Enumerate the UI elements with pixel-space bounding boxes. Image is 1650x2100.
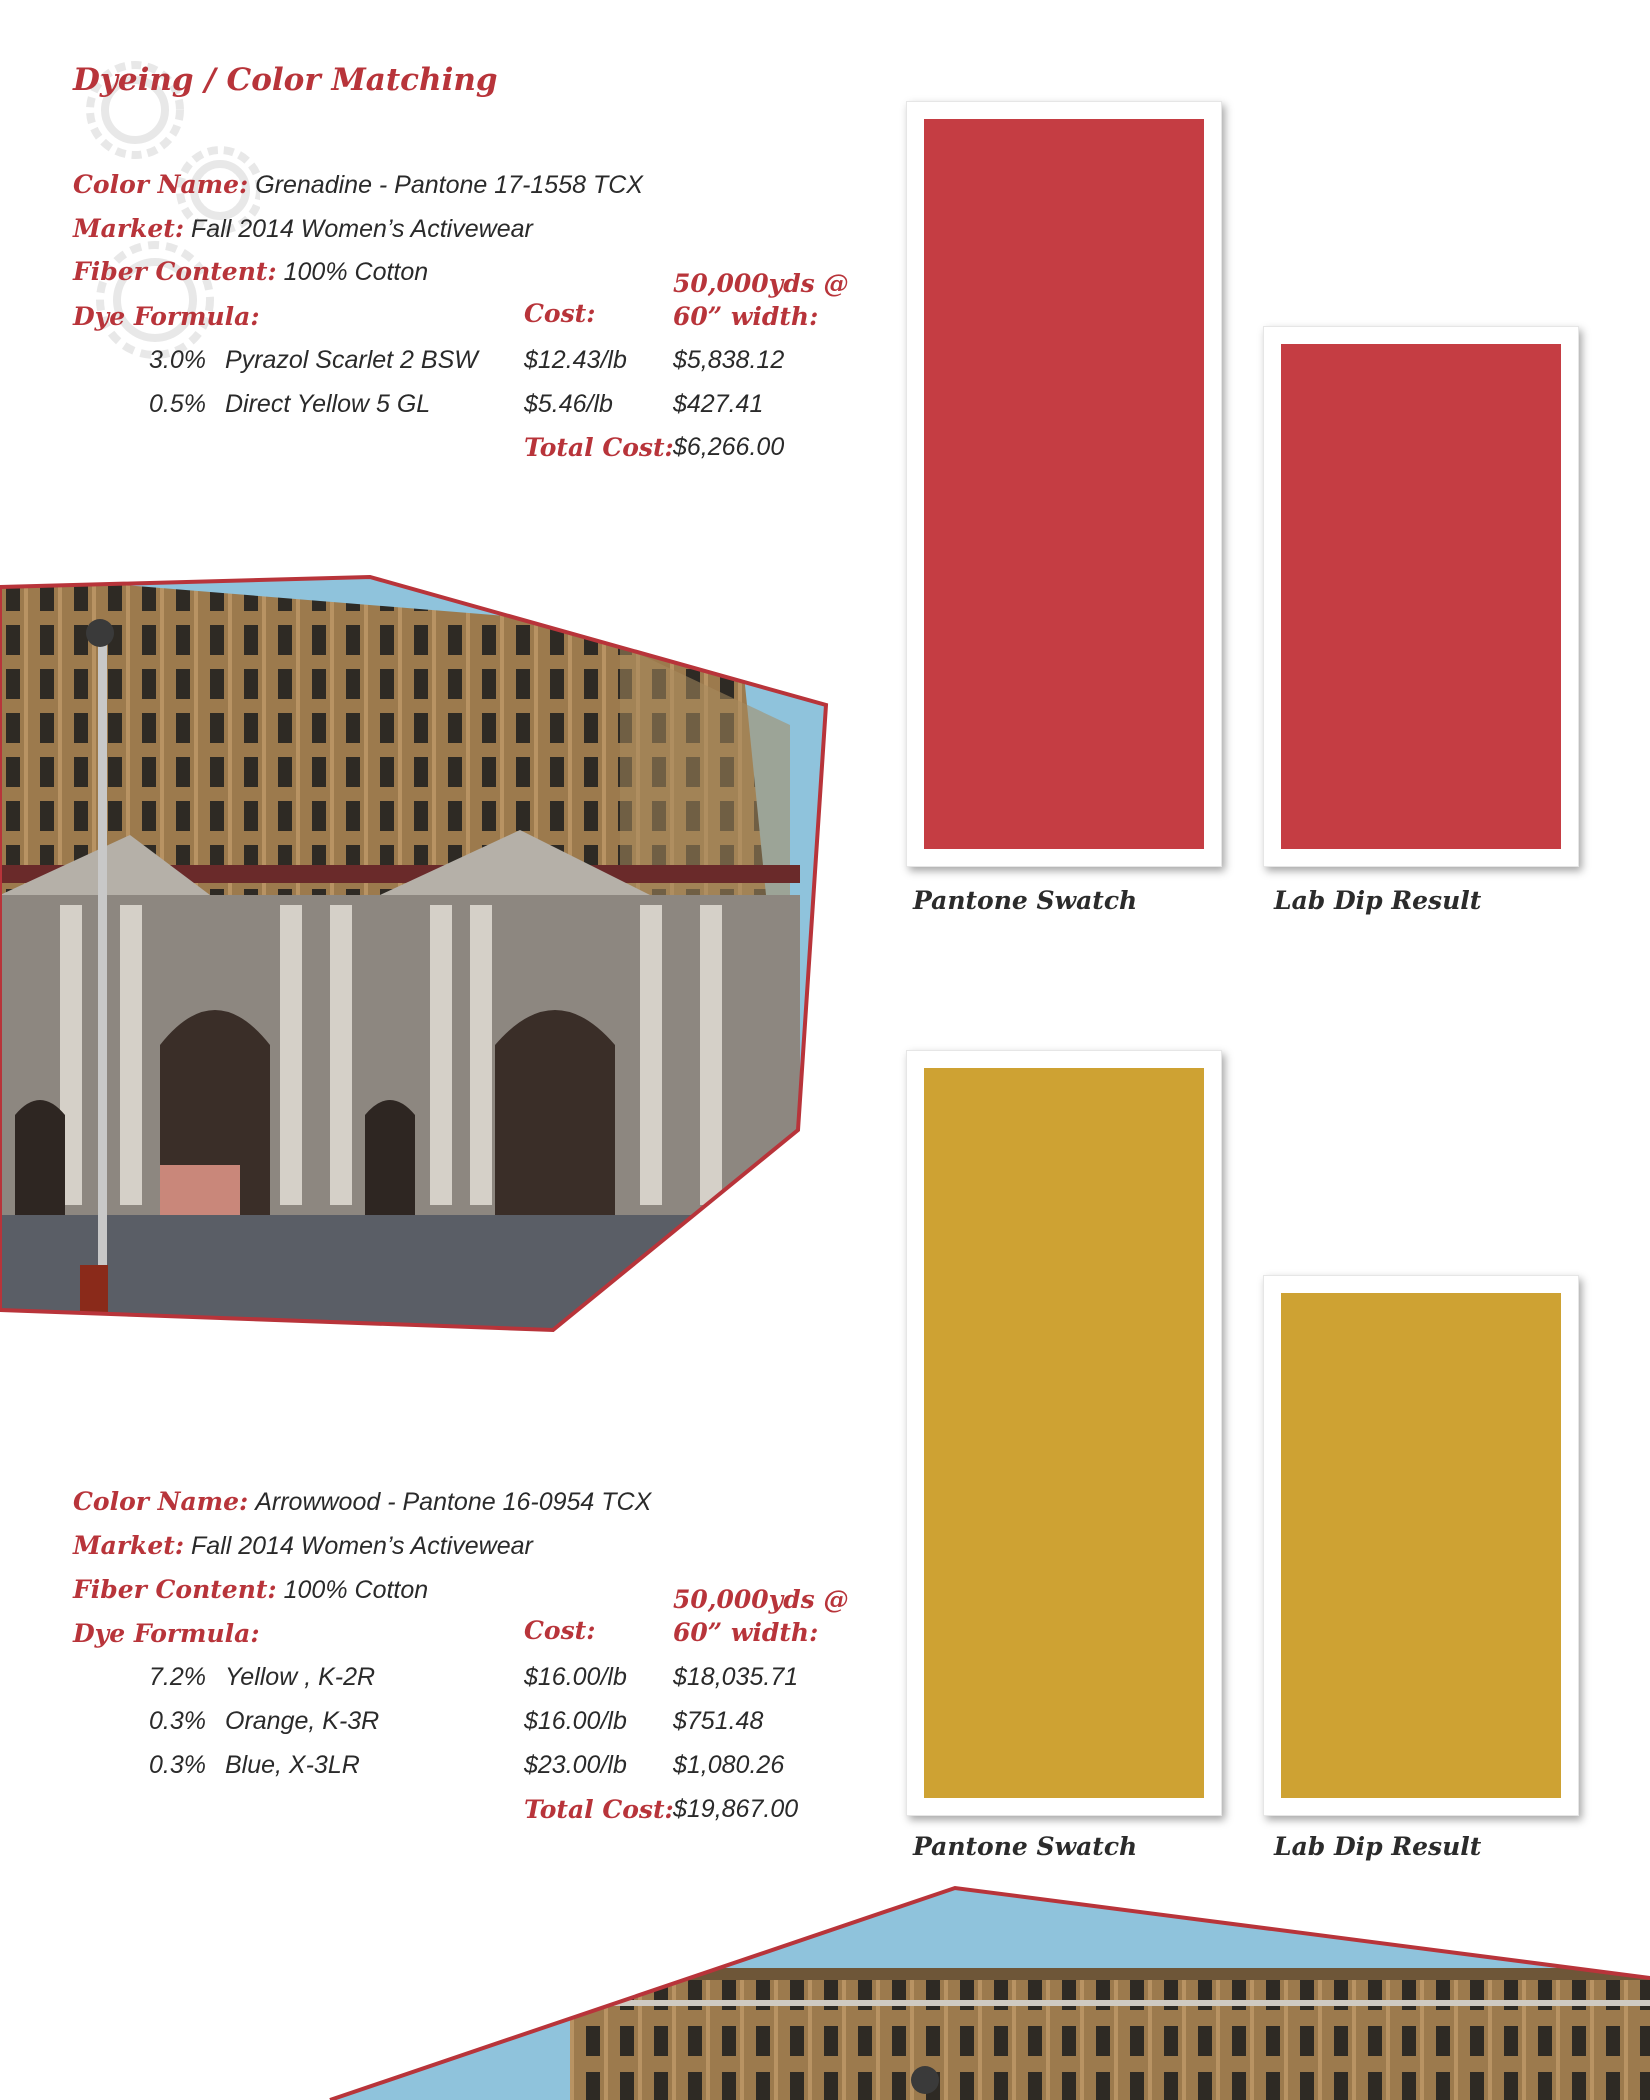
total-cost-label: Total Cost: bbox=[524, 433, 674, 462]
building-photo bbox=[0, 1880, 1650, 2100]
color1-name-row bbox=[73, 170, 643, 200]
dye-cost: $16.00/lb bbox=[524, 1707, 627, 1735]
market-label: Market: bbox=[73, 1531, 185, 1560]
color-name-label: Color Name: bbox=[73, 170, 249, 199]
dye-formula-label: Dye Formula: bbox=[73, 1619, 260, 1648]
yardage-header-line1: 50,000yds @ bbox=[673, 1585, 849, 1614]
color-name-value: Arrowwood - Pantone 16-0954 TCX bbox=[255, 1488, 652, 1516]
total-cost-label: Total Cost: bbox=[524, 1795, 674, 1824]
fiber-content-value: 100% Cotton bbox=[283, 258, 429, 286]
dye-percent: 3.0% bbox=[149, 346, 206, 374]
pantone-swatch-caption: Pantone Swatch bbox=[913, 1832, 1138, 1861]
market-value: Fall 2014 Women’s Activewear bbox=[191, 1532, 533, 1560]
dye-name: Pyrazol Scarlet 2 BSW bbox=[225, 346, 478, 374]
page-title: Dyeing / Color Matching bbox=[73, 62, 498, 98]
lab-dip-fill bbox=[1281, 1293, 1561, 1798]
dye-total: $1,080.26 bbox=[673, 1751, 785, 1779]
building-photo bbox=[0, 575, 830, 1335]
color2-name-row bbox=[73, 1487, 651, 1517]
dye-cost: $23.00/lb bbox=[524, 1751, 627, 1779]
total-cost-value: $6,266.00 bbox=[673, 433, 785, 461]
fiber-content-label: Fiber Content: bbox=[73, 257, 277, 286]
color1-market-row bbox=[73, 214, 533, 244]
cost-header: Cost: bbox=[524, 1616, 596, 1645]
dye-name: Yellow , K-2R bbox=[225, 1663, 376, 1691]
dye-cost: $5.46/lb bbox=[524, 390, 613, 418]
total-cost-value: $19,867.00 bbox=[673, 1795, 799, 1823]
dye-name: Direct Yellow 5 GL bbox=[225, 390, 431, 418]
pantone-swatch-caption: Pantone Swatch bbox=[913, 886, 1138, 915]
dye-name: Orange, K-3R bbox=[225, 1707, 380, 1735]
dye-total: $751.48 bbox=[673, 1707, 764, 1735]
dye-name: Blue, X-3LR bbox=[225, 1751, 360, 1779]
color2-fiber-row bbox=[73, 1575, 428, 1605]
color1-fiber-row bbox=[73, 257, 428, 287]
dye-total: $5,838.12 bbox=[673, 346, 785, 374]
dye-percent: 7.2% bbox=[149, 1663, 206, 1691]
lab-dip-card bbox=[1263, 1275, 1579, 1816]
pantone-swatch-fill bbox=[924, 119, 1204, 849]
pantone-swatch-fill bbox=[924, 1068, 1204, 1798]
dye-percent: 0.3% bbox=[149, 1751, 206, 1779]
dye-formula-label: Dye Formula: bbox=[73, 302, 260, 331]
fiber-content-value: 100% Cotton bbox=[283, 1576, 429, 1604]
lab-dip-card bbox=[1263, 326, 1579, 867]
market-value: Fall 2014 Women’s Activewear bbox=[191, 215, 533, 243]
dye-cost: $16.00/lb bbox=[524, 1663, 627, 1691]
pantone-swatch-card bbox=[906, 1050, 1222, 1816]
cost-header: Cost: bbox=[524, 299, 596, 328]
yardage-header-line2: 60” width: bbox=[673, 1618, 819, 1647]
dye-cost: $12.43/lb bbox=[524, 346, 627, 374]
yardage-header-line2: 60” width: bbox=[673, 302, 819, 331]
dye-percent: 0.5% bbox=[149, 390, 206, 418]
lab-dip-fill bbox=[1281, 344, 1561, 849]
color2-market-row bbox=[73, 1531, 533, 1561]
yardage-header-line1: 50,000yds @ bbox=[673, 269, 849, 298]
pantone-swatch-card bbox=[906, 101, 1222, 867]
color-name-label: Color Name: bbox=[73, 1487, 249, 1516]
dye-total: $18,035.71 bbox=[673, 1663, 799, 1691]
lab-dip-caption: Lab Dip Result bbox=[1274, 886, 1482, 915]
dye-total: $427.41 bbox=[673, 390, 764, 418]
lab-dip-caption: Lab Dip Result bbox=[1274, 1832, 1482, 1861]
fiber-content-label: Fiber Content: bbox=[73, 1575, 277, 1604]
dye-percent: 0.3% bbox=[149, 1707, 206, 1735]
market-label: Market: bbox=[73, 214, 185, 243]
color-name-value: Grenadine - Pantone 17-1558 TCX bbox=[255, 171, 643, 199]
